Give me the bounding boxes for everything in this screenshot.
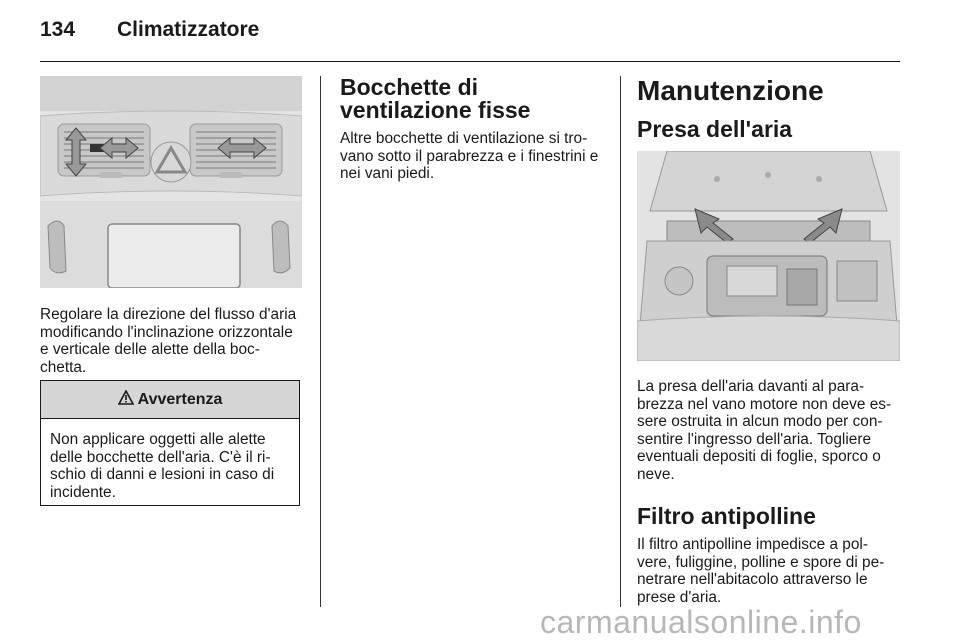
dashboard-vents-illustration: [40, 76, 302, 288]
watermark: carmanualsonline.info: [540, 604, 862, 640]
air-intake-heading: Presa dell'aria: [637, 116, 793, 142]
warning-box: [40, 380, 300, 506]
fixed-vents-heading: Bocchette di ventilazione fisse: [340, 74, 531, 123]
fixed-vents-text: Altre bocchette di ventilazione si tro-vano sotto il parabrezza e i finestrini e nei vani piedi.: [340, 130, 599, 183]
page-number: 134: [40, 18, 76, 41]
warning-text: Non applicare oggetti alle alette delle bocchette dell'aria. C'è il ri-schio di danni e lesioni in caso di incidente.: [50, 431, 275, 501]
air-intake-text: La presa dell'aria davanti al para-brezza nel vano motore non deve es-sere ostruita in alcun modo per con-sentire l'ingresso dell'aria. Togliere eventuali depositi di foglie, sporco o neve.: [637, 378, 892, 483]
column-divider: [320, 76, 321, 607]
engine-bay-illustration: [637, 151, 900, 361]
vents-caption: Regolare la direzione del flusso d'aria modificando l'inclinazione orizzontale e verticale delle alette della boc-chetta.: [40, 306, 297, 376]
header-rule: [40, 61, 900, 62]
warning-triangle-icon: [118, 390, 134, 410]
pollen-filter-text: Il filtro antipolline impedisce a pol-vere, fuliggine, polline e spore di pe-netrare nell'abitacolo attraverso le prese d'aria.: [637, 536, 885, 606]
section-title: Climatizzatore: [117, 18, 260, 41]
warning-title: Avvertenza: [137, 390, 223, 408]
warning-header: [41, 381, 299, 419]
pollen-filter-heading: Filtro antipolline: [637, 503, 816, 529]
column-divider: [620, 76, 621, 607]
maintenance-heading: Manutenzione: [637, 75, 824, 106]
